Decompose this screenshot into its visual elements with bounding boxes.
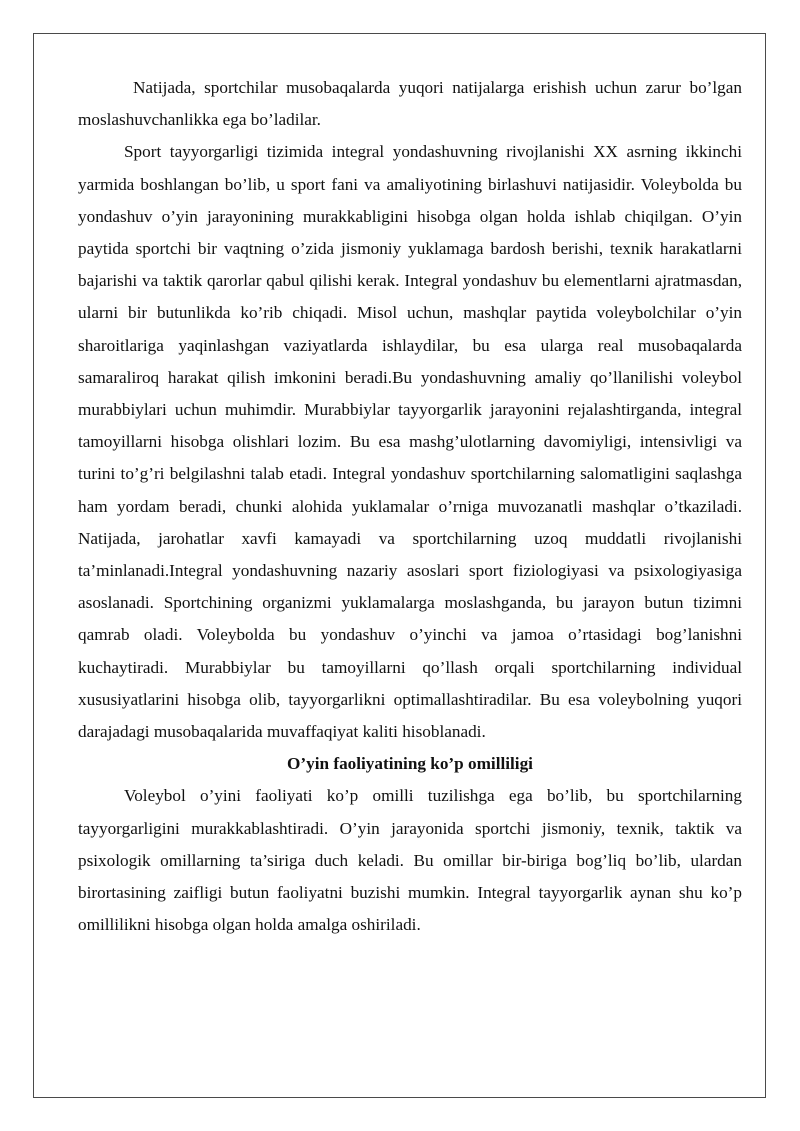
paragraph-multifactor: Voleybol o’yini faoliyati ko’p omilli tuzilishga ega bo’lib, bu sportchilarning tayyorgarligini murakkablashtiradi. O’yin jarayonida sportchi jismoniy, texnik, taktik va psixologik omillarning ta’siriga duch keladi. Bu omillar bir-biriga bog’liq bo’lib, ulardan birortasining zaifligi butun faoliyatni buzishi mumkin. Integral tayyorgarlik aynan shu ko’p omillilikni hisobga olgan holda amalga oshiriladi.	[78, 786, 742, 935]
section-heading: O’yin faoliyatining ko’p omilliligi	[287, 754, 533, 774]
paragraph-integral-approach: Sport tayyorgarligi tizimida integral yondashuvning rivojlanishi XX asrning ikkinchi yarmida boshlangan bo’lib, u sport fani va amaliyotining birlashuvi natijasidir. Voleybolda bu yondashuv o’yin jarayonining murakkabligini hisobga olgan holda ishlab chiqilgan. O’yin paytida sportchi bir vaqtning o’zida jismoniy yuklamaga bardosh berishi, texnik harakatlarni bajarishi va taktik qarorlar qabul qilishi kerak. Integral yondashuv bu elementlarni ajratmasdan, ularni bir butunlikda ko’rib chiqadi. Misol uchun, mashqlar paytida voleybolchilar o’yin sharoitlariga yaqinlashgan vaziyatlarda ishlaydilar, bu esa ularga real musobaqalarda samaraliroq harakat qilish imkonini beradi.Bu yondashuvning amaliy qo’llanilishi voleybol murabbiylari uchun muhimdir. Murabbiylar tayyorgarlik jarayonini rejalashtirganda, integral tamoyillarni hisobga olishlari lozim. Bu esa mashg’ulotlarning davomiyligi, intensivligi va turini to’g’ri belgilashni talab etadi. Integral yondashuv sportchilarning salomatligini saqlashga ham yordam beradi, chunki alohida yuklamalar o’rniga muvozanatli mashqlar o’tkaziladi. Natijada, jarohatlar xavfi kamayadi va sportchilarning uzoq muddatli rivojlanishi ta’minlanadi.Integral yondashuvning nazariy asoslari sport fiziologiyasi va psixologiyasiga asoslanadi. Sportchining organizmi yuklamalarga moslashganda, bu jarayon butun tizimni qamrab oladi. Voleybolda bu yondashuv o’yinchi va jamoa o’rtasidagi bog’lanishni kuchaytiradi. Murabbiylar bu tamoyillarni qo’llash orqali sportchilarning individual xususiyatlarini hisobga olib, tayyorgarlikni optimallashtiradilar. Bu esa voleybolning yuqori darajadagi musobaqalarida muvaffaqiyat kaliti hisoblanadi.	[78, 142, 742, 742]
document-body	[78, 72, 742, 941]
paragraph-intro: Natijada, sportchilar musobaqalarda yuqori natijalarga erishish uchun zarur bo’lgan moslashuvchanlikka ega bo’ladilar.	[78, 78, 742, 130]
